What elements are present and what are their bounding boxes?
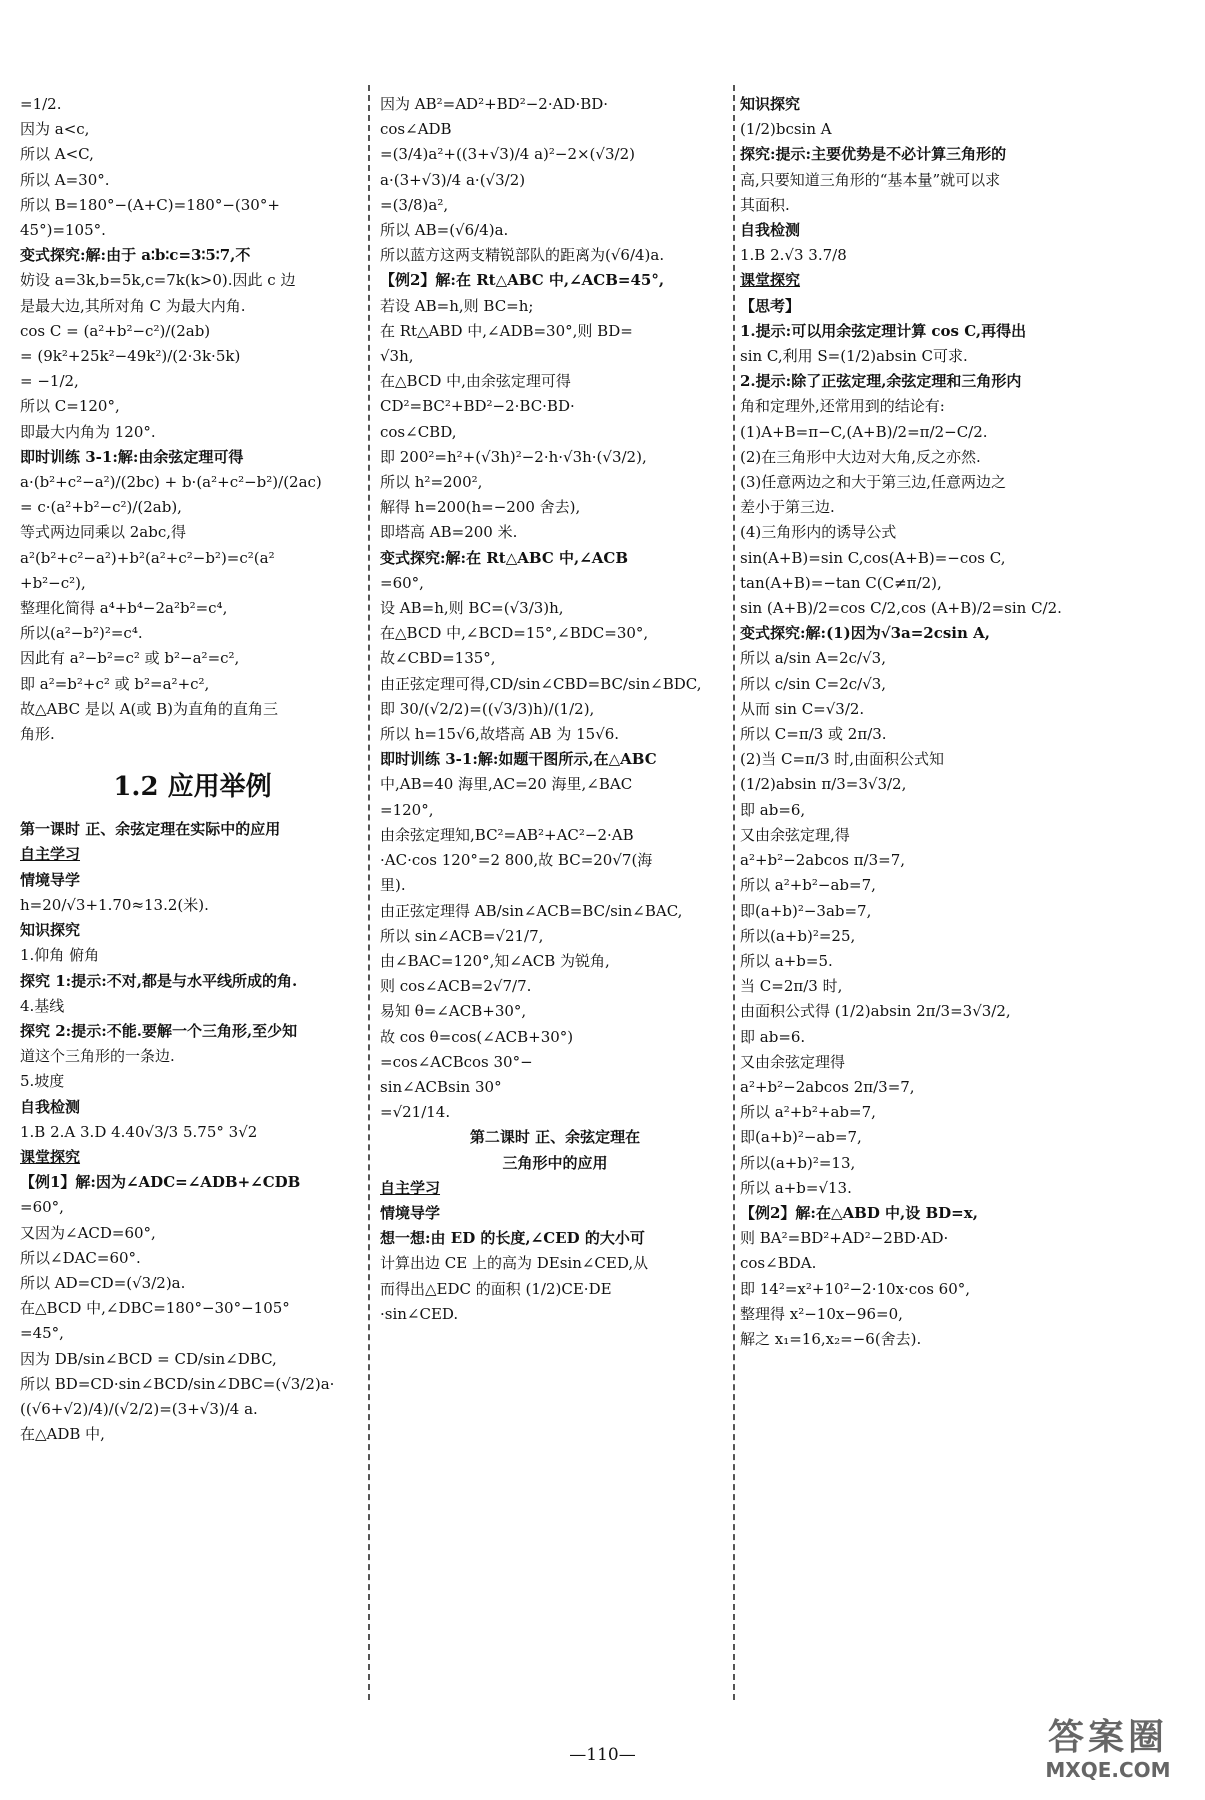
- text-line: 在△BCD 中,∠DBC=180°−30°−105°: [20, 1299, 290, 1318]
- text-line: 由正弦定理得 AB/sin∠ACB=BC/sin∠BAC,: [380, 901, 683, 920]
- text-line: cos C = (a²+b²−c²)/(2ab): [20, 321, 211, 340]
- text-line: 变式探究:解:在 Rt△ABC 中,∠ACB: [380, 548, 629, 567]
- text-line: 情境导学: [380, 1203, 441, 1222]
- text-line: =√21/14.: [380, 1103, 451, 1122]
- text-line: 因为 DB/sin∠BCD = CD/sin∠DBC,: [20, 1349, 277, 1368]
- text-line: 探究 1:提示:不对,都是与水平线所成的角.: [20, 971, 298, 990]
- page-number: —110—: [569, 1745, 636, 1765]
- text-line: = −1/2,: [20, 372, 79, 391]
- text-line: 由余弦定理知,BC²=AB²+AC²−2·AB: [380, 825, 634, 844]
- text-line: 又因为∠ACD=60°,: [20, 1223, 156, 1242]
- text-line: sin (A+B)/2=cos C/2,cos (A+B)/2=sin C/2.: [740, 599, 1062, 618]
- text-line: 即 200²=h²+(√3h)²−2·h·√3h·(√3/2),: [380, 447, 647, 466]
- text-line: 若设 AB=h,则 BC=h;: [380, 296, 534, 315]
- text-line: 整理得 x²−10x−96=0,: [740, 1304, 903, 1323]
- watermark-url: MXQE.COM: [1045, 1758, 1171, 1782]
- text-line: 1.B 2.√3 3.7/8: [740, 246, 847, 265]
- text-line: 即塔高 AB=200 米.: [380, 523, 518, 542]
- text-line: a²+b²−2abcos 2π/3=7,: [740, 1077, 915, 1096]
- text-line: 在△ADB 中,: [20, 1425, 105, 1444]
- column-divider-2: [733, 85, 735, 1700]
- text-line: 自主学习: [20, 845, 81, 864]
- text-line: 所以 a+b=5.: [740, 951, 833, 970]
- text-line: (3)任意两边之和大于第三边,任意两边之: [740, 473, 1007, 492]
- text-line: 即 ab=6,: [740, 800, 806, 819]
- text-line: 角和定理外,还常用到的结论有:: [740, 397, 945, 416]
- text-line: 因为 a<c,: [20, 120, 90, 139]
- text-line: =1/2.: [20, 95, 62, 113]
- text-line: =120°,: [380, 800, 434, 819]
- text-line: 当 C=2π/3 时,: [740, 977, 843, 996]
- column-right: [740, 92, 1085, 1352]
- text-line: sin C,利用 S=(1/2)absin C可求.: [740, 347, 968, 366]
- text-line: 所以 a²+b²+ab=7,: [740, 1103, 876, 1122]
- text-line: 即 a²=b²+c² 或 b²=a²+c²,: [20, 674, 210, 693]
- text-line: 课堂探究: [20, 1147, 81, 1166]
- text-line: 第一课时 正、余弦定理在实际中的应用: [20, 820, 281, 839]
- text-line: 三角形中的应用: [502, 1153, 608, 1172]
- text-line: (2)当 C=π/3 时,由面积公式知: [740, 750, 945, 769]
- text-line: cos∠CBD,: [380, 422, 457, 441]
- text-line: 变式探究:解:由于 a∶b∶c=3∶5∶7,不: [20, 246, 251, 265]
- text-line: 想一想:由 ED 的长度,∠CED 的大小可: [380, 1229, 645, 1248]
- text-line: 所以 C=120°,: [20, 397, 120, 416]
- text-line: 知识探究: [20, 921, 81, 940]
- text-line: a²+b²−2abcos π/3=7,: [740, 851, 906, 870]
- text-line: 由面积公式得 (1/2)absin 2π/3=3√3/2,: [740, 1002, 1011, 1021]
- text-line: 所以(a+b)²=13,: [740, 1153, 856, 1172]
- text-line: 所以 a+b=√13.: [740, 1178, 852, 1197]
- text-line: 所以 sin∠ACB=√21/7,: [380, 926, 544, 945]
- text-line: 【例1】解:因为∠ADC=∠ADB+∠CDB: [20, 1173, 301, 1192]
- text-line: 45°)=105°.: [20, 221, 106, 240]
- text-line: 故△ABC 是以 A(或 B)为直角的直角三: [20, 699, 279, 718]
- text-line: 解之 x₁=16,x₂=−6(舍去).: [740, 1329, 922, 1348]
- column-divider-1: [368, 85, 370, 1700]
- text-line: 1.2 应用举例: [113, 772, 272, 803]
- text-line: 从而 sin C=√3/2.: [740, 699, 865, 718]
- text-line: 在△BCD 中,由余弦定理可得: [380, 372, 571, 391]
- text-line: 知识探究: [740, 95, 801, 113]
- text-line: 即 30/(√2/2)=((√3/3)h)/(1/2),: [380, 699, 595, 718]
- text-line: 自我检测: [20, 1097, 81, 1116]
- text-line: (1)A+B=π−C,(A+B)/2=π/2−C/2.: [740, 422, 988, 441]
- text-line: sin∠ACBsin 30°: [380, 1077, 502, 1096]
- text-line: 5.坡度: [20, 1072, 65, 1091]
- text-line: CD²=BC²+BD²−2·BC·BD·: [380, 397, 575, 416]
- text-line: 所以(a+b)²=25,: [740, 926, 856, 945]
- text-line: 是最大边,其所对角 C 为最大内角.: [20, 296, 246, 315]
- text-line: √3h,: [380, 347, 414, 366]
- text-line: 设 AB=h,则 BC=(√3/3)h,: [380, 599, 564, 618]
- text-line: 所以 AB=(√6/4)a.: [380, 221, 509, 240]
- text-line: 在△BCD 中,∠BCD=15°,∠BDC=30°,: [380, 624, 649, 643]
- text-line: 第二课时 正、余弦定理在: [469, 1128, 641, 1147]
- text-line: 探究:提示:主要优势是不必计算三角形的: [740, 145, 1007, 164]
- text-line: =(3/8)a²,: [380, 195, 449, 214]
- text-line: =60°,: [380, 573, 424, 592]
- text-line: 又由余弦定理,得: [740, 825, 850, 844]
- text-line: 1.B 2.A 3.D 4.40√3/3 5.75° 3√2: [20, 1122, 258, 1141]
- text-line: tan(A+B)=−tan C(C≠π/2),: [740, 573, 942, 592]
- text-line: = c·(a²+b²−c²)/(2ab),: [20, 498, 182, 517]
- text-line: 在 Rt△ABD 中,∠ADB=30°,则 BD=: [380, 321, 633, 340]
- text-line: 变式探究:解:(1)因为√3a=2csin A,: [740, 624, 990, 643]
- text-line: 中,AB=40 海里,AC=20 海里,∠BAC: [380, 775, 633, 794]
- column-left: [20, 92, 365, 1447]
- text-line: 即最大内角为 120°.: [20, 422, 156, 441]
- watermark-logo: [1033, 1718, 1183, 1788]
- text-line: 高,只要知道三角形的“基本量”就可以求: [740, 170, 1001, 189]
- text-line: 道这个三角形的一条边.: [20, 1047, 175, 1066]
- text-line: 课堂探究: [740, 271, 801, 290]
- text-line: 所以 BD=CD·sin∠BCD/sin∠DBC=(√3/2)a·: [20, 1374, 335, 1393]
- text-line: 所以 C=π/3 或 2π/3.: [740, 725, 887, 744]
- text-line: = (9k²+25k²−49k²)/(2·3k·5k): [20, 347, 241, 366]
- text-line: 即(a+b)²−ab=7,: [740, 1128, 862, 1147]
- text-line: 因此有 a²−b²=c² 或 b²−a²=c²,: [20, 649, 240, 668]
- text-line: (2)在三角形中大边对大角,反之亦然.: [740, 447, 981, 466]
- text-line: 所以(a²−b²)²=c⁴.: [20, 624, 143, 643]
- text-line: a·(b²+c²−a²)/(2bc) + b·(a²+c²−b²)/(2ac): [20, 473, 322, 492]
- column-middle: [380, 92, 730, 1327]
- text-line: sin(A+B)=sin C,cos(A+B)=−cos C,: [740, 548, 1006, 567]
- text-line: a·(3+√3)/4 a·(√3/2): [380, 170, 526, 189]
- text-line: 里).: [380, 876, 406, 895]
- text-line: (4)三角形内的诱导公式: [740, 523, 897, 542]
- text-line: 所以 h=15√6,故塔高 AB 为 15√6.: [380, 725, 620, 744]
- text-line: =45°,: [20, 1324, 64, 1343]
- text-line: ·sin∠CED.: [380, 1304, 459, 1323]
- text-line: 【思考】: [740, 296, 801, 315]
- text-line: 又由余弦定理得: [740, 1052, 846, 1071]
- text-line: 【例2】解:在△ABD 中,设 BD=x,: [740, 1203, 978, 1222]
- text-line: 所以∠DAC=60°.: [20, 1248, 141, 1267]
- text-line: =60°,: [20, 1198, 64, 1217]
- watermark-title: 答案圈: [1047, 1717, 1168, 1758]
- text-line: (1/2)bcsin A: [740, 120, 832, 139]
- text-line: 等式两边同乘以 2abc,得: [20, 523, 187, 542]
- text-line: 角形.: [20, 725, 55, 744]
- text-line: h=20/√3+1.70≈13.2(米).: [20, 895, 209, 914]
- text-line: 即(a+b)²−3ab=7,: [740, 901, 872, 920]
- text-line: 情境导学: [20, 870, 81, 889]
- text-line: 探究 2:提示:不能.要解一个三角形,至少知: [20, 1021, 298, 1040]
- text-line: 即 14²=x²+10²−2·10x·cos 60°,: [740, 1279, 971, 1298]
- text-line: 即时训练 3-1:解:如题干图所示,在△ABC: [380, 750, 657, 769]
- text-line: 2.提示:除了正弦定理,余弦定理和三角形内: [740, 372, 1022, 391]
- text-line: cos∠ADB: [380, 120, 452, 139]
- text-line: 所以 A=30°.: [20, 170, 110, 189]
- text-line: 即时训练 3-1:解:由余弦定理可得: [20, 447, 244, 466]
- text-line: 因为 AB²=AD²+BD²−2·AD·BD·: [380, 95, 609, 113]
- text-line: 计算出边 CE 上的高为 DEsin∠CED,从: [380, 1254, 649, 1273]
- text-line: 其面积.: [740, 195, 790, 214]
- text-line: 1.仰角 俯角: [20, 946, 100, 965]
- text-line: =(3/4)a²+((3+√3)/4 a)²−2×(√3/2): [380, 145, 635, 164]
- text-line: 即 ab=6.: [740, 1027, 806, 1046]
- text-line: 所以 a/sin A=2c/√3,: [740, 649, 886, 668]
- text-line: 所以 A<C,: [20, 145, 94, 164]
- text-line: 故 cos θ=cos(∠ACB+30°): [380, 1027, 574, 1046]
- text-line: 妨设 a=3k,b=5k,c=7k(k>0).因此 c 边: [20, 271, 296, 290]
- text-line: ·AC·cos 120°=2 800,故 BC=20√7(海: [380, 851, 653, 870]
- text-line: 故∠CBD=135°,: [380, 649, 496, 668]
- text-line: 自主学习: [380, 1178, 441, 1197]
- text-line: 所以 AD=CD=(√3/2)a.: [20, 1273, 186, 1292]
- text-line: 4.基线: [20, 996, 65, 1015]
- text-line: 所以 a²+b²−ab=7,: [740, 876, 876, 895]
- text-line: =cos∠ACBcos 30°−: [380, 1052, 533, 1071]
- text-line: (1/2)absin π/3=3√3/2,: [740, 775, 907, 794]
- text-line: ((√6+√2)/4)/(√2/2)=(3+√3)/4 a.: [20, 1399, 258, 1418]
- text-line: 整理化简得 a⁴+b⁴−2a²b²=c⁴,: [20, 599, 228, 618]
- text-line: 所以 B=180°−(A+C)=180°−(30°+: [20, 195, 280, 214]
- text-line: cos∠BDA.: [740, 1254, 817, 1273]
- text-line: 所以蓝方这两支精锐部队的距离为(√6/4)a.: [380, 246, 665, 265]
- text-line: 由∠BAC=120°,知∠ACB 为锐角,: [380, 951, 610, 970]
- text-line: 【例2】解:在 Rt△ABC 中,∠ACB=45°,: [380, 271, 665, 290]
- text-line: 由正弦定理可得,CD/sin∠CBD=BC/sin∠BDC,: [380, 674, 702, 693]
- text-line: 易知 θ=∠ACB+30°,: [380, 1002, 527, 1021]
- text-line: 所以 h²=200²,: [380, 473, 483, 492]
- text-line: 解得 h=200(h=−200 舍去),: [380, 498, 581, 517]
- text-line: 所以 c/sin C=2c/√3,: [740, 674, 887, 693]
- text-line: 差小于第三边.: [740, 498, 835, 517]
- text-line: +b²−c²),: [20, 573, 86, 592]
- text-line: 1.提示:可以用余弦定理计算 cos C,再得出: [740, 321, 1027, 340]
- text-line: 则 BA²=BD²+AD²−2BD·AD·: [740, 1229, 949, 1248]
- text-line: a²(b²+c²−a²)+b²(a²+c²−b²)=c²(a²: [20, 548, 275, 567]
- text-line: 而得出△EDC 的面积 (1/2)CE·DE: [380, 1279, 612, 1298]
- text-line: 则 cos∠ACB=2√7/7.: [380, 977, 532, 996]
- text-line: 自我检测: [740, 221, 801, 240]
